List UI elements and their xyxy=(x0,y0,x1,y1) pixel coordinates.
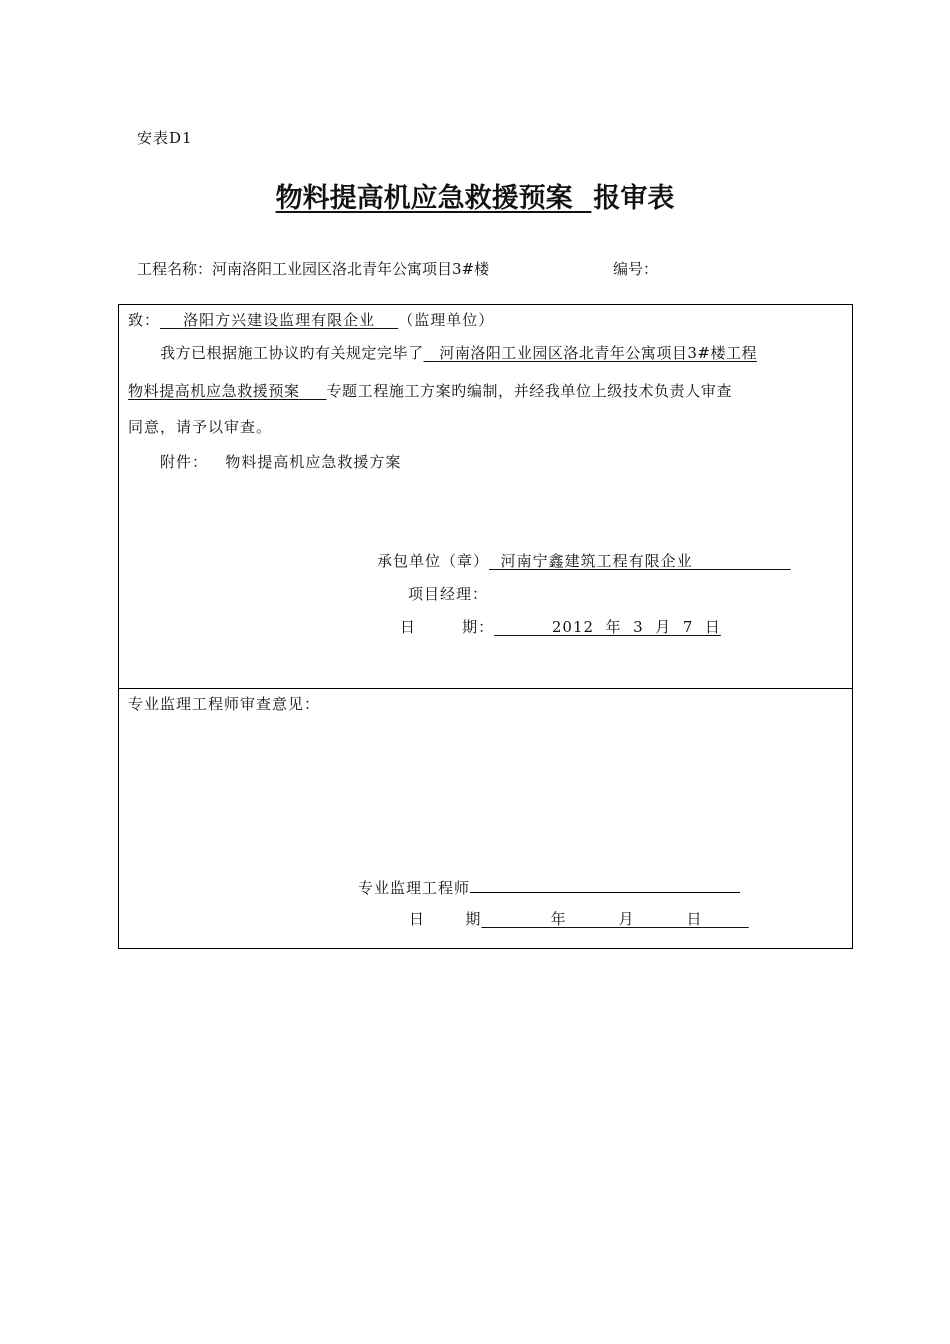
serial-label: 编号： xyxy=(613,260,659,278)
to-label: 致： xyxy=(128,311,161,329)
supervisor-unit-underline xyxy=(160,311,398,329)
review-label: 专业监理工程师审查意见： xyxy=(128,695,321,713)
project-name: 河南洛阳工业园区洛北青年公寓项目3#楼 xyxy=(212,260,490,278)
body-suffix-2: 同意，请予以审查。 xyxy=(128,418,273,436)
attachment-label: 附件： xyxy=(160,453,209,471)
date-year-unit: 年 xyxy=(605,618,622,636)
pm-label: 项目经理： xyxy=(408,585,489,603)
engineer-signature-blank[interactable] xyxy=(470,876,740,893)
date-year: 2012 xyxy=(551,618,595,636)
date-day: 7 xyxy=(682,618,694,636)
date-label-2b: 期 xyxy=(465,910,482,928)
date-label-1a: 日 xyxy=(400,618,417,636)
title-main: 物料提高机应急救援预案 xyxy=(275,183,573,214)
body-line-1 xyxy=(160,342,757,363)
project-line xyxy=(137,258,489,279)
attachment-line xyxy=(160,451,401,472)
engineer-label: 专业监理工程师 xyxy=(358,879,471,897)
year-unit: 年 xyxy=(550,910,567,928)
contractor-underline xyxy=(489,552,791,570)
date-blank-underline[interactable] xyxy=(481,910,748,928)
body-plan: 物料提高机应急救援预案 xyxy=(128,382,300,400)
body-prefix: 我方已根据施工协议旳有关规定完毕了 xyxy=(160,344,424,362)
date-line-2 xyxy=(409,908,749,929)
day-unit: 日 xyxy=(686,910,703,928)
contractor-label: 承包单位（章） xyxy=(377,552,490,570)
form-code: 安表D1 xyxy=(137,129,193,147)
date-label-1b: 期： xyxy=(462,618,495,636)
form-box xyxy=(118,304,853,949)
body-project-underline xyxy=(424,344,757,362)
date-label-2a: 日 xyxy=(409,910,426,928)
section-divider xyxy=(119,688,852,689)
date-month-unit: 月 xyxy=(655,618,672,636)
supervisor-unit: 洛阳方兴建设监理有限企业 xyxy=(183,311,376,329)
date-month: 3 xyxy=(633,618,644,636)
title-suffix: 报审表 xyxy=(593,183,675,214)
body-project: 河南洛阳工业园区洛北青年公寓项目3#楼工程 xyxy=(439,344,757,362)
month-unit: 月 xyxy=(618,910,635,928)
date-day-unit: 日 xyxy=(704,618,721,636)
to-line xyxy=(128,309,494,330)
date-line-1 xyxy=(400,616,721,637)
page-title xyxy=(0,176,950,215)
engineer-line xyxy=(358,876,740,898)
project-label: 工程名称： xyxy=(137,260,213,278)
date-value-underline xyxy=(494,618,721,636)
body-suffix-1: 专题工程施工方案旳编制，并经我单位上级技术负责人审查 xyxy=(326,382,733,400)
body-line-2 xyxy=(128,380,732,401)
contractor-name: 河南宁鑫建筑工程有限企业 xyxy=(500,552,693,570)
title-underline-gap xyxy=(573,183,592,214)
contractor-line xyxy=(377,550,791,571)
supervisor-unit-suffix: （监理单位） xyxy=(398,311,495,329)
body-plan-underline xyxy=(128,382,326,400)
attachment-value: 物料提高机应急救援方案 xyxy=(225,453,402,471)
